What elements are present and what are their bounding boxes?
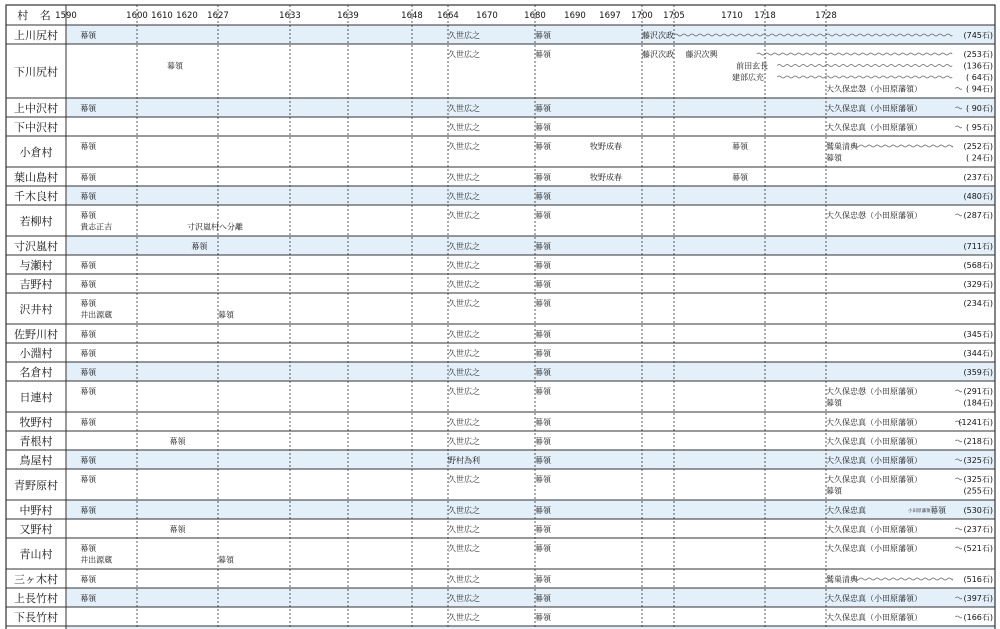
ruler-entry: 大久保忠愨（小田原藩領） bbox=[826, 387, 922, 396]
ruler-entry: 大久保忠真（小田原藩領） bbox=[826, 613, 922, 622]
village-name: 青山村 bbox=[19, 548, 53, 561]
year-tick-label: 1639 bbox=[337, 11, 359, 21]
village-name: 名倉村 bbox=[19, 366, 53, 379]
ruler-entry: 幕領 bbox=[535, 575, 551, 584]
year-tick-label: 1620 bbox=[176, 11, 198, 21]
ruler-entry: 藤沢次興 bbox=[685, 50, 718, 59]
ruler-entry: 久世広之 bbox=[448, 242, 480, 251]
kokudaka-value: (521石) bbox=[963, 544, 993, 553]
ruler-entry: 幕領 bbox=[80, 594, 97, 603]
village-name: 沢井村 bbox=[19, 303, 53, 316]
year-tick-label: 1590 bbox=[55, 11, 77, 21]
ruler-entry: 久世広之 bbox=[448, 192, 480, 201]
kokudaka-value: (287石) bbox=[963, 211, 993, 220]
continuation-wave bbox=[955, 440, 961, 442]
ruler-entry: 牧野成春 bbox=[590, 173, 622, 182]
ruler-entry: 幕領 bbox=[80, 544, 97, 553]
village-name: 千木良村 bbox=[14, 190, 58, 203]
year-tick-label: 1664 bbox=[437, 11, 459, 21]
ruler-entry: 幕領 bbox=[535, 31, 551, 40]
ruler-entry: 久世広之 bbox=[448, 330, 480, 339]
kokudaka-value: (136石) bbox=[963, 61, 993, 71]
ruler-entry: 幕領 bbox=[535, 142, 551, 151]
continuation-wave bbox=[955, 88, 961, 90]
ruler-entry: 幕領 bbox=[535, 544, 551, 553]
ruler-entry: 幕領 bbox=[80, 31, 97, 40]
ruler-entry: 幕領 bbox=[535, 594, 551, 603]
village-name: 鳥屋村 bbox=[19, 454, 53, 467]
ruler-entry: 幕領 bbox=[535, 456, 551, 465]
ruler-entry: 幕領 bbox=[826, 153, 842, 163]
ruler-entry: 幕領 bbox=[80, 104, 97, 113]
ruler-entry: 幕領 bbox=[80, 173, 97, 182]
ruler-entry: 久世広之 bbox=[448, 31, 480, 40]
continuation-wave bbox=[851, 578, 952, 580]
ruler-entry: 久世広之 bbox=[448, 613, 480, 622]
ruler-entry: 建部広充 bbox=[732, 73, 764, 82]
kokudaka-value: (711石) bbox=[963, 242, 993, 251]
kokudaka-value: (397石) bbox=[963, 594, 993, 603]
ruler-entry: 藤沢次政 bbox=[642, 31, 674, 40]
continuation-wave bbox=[955, 126, 961, 128]
ruler-entry: 幕領 bbox=[535, 299, 551, 308]
ruler-entry: 幕領 bbox=[535, 387, 551, 396]
kokudaka-value: (480石) bbox=[963, 192, 993, 201]
ruler-entry: 久世広之 bbox=[448, 123, 480, 132]
ruler-entry: 幕領 bbox=[80, 575, 97, 584]
ruler-entry: 幕領 bbox=[80, 368, 97, 377]
year-tick-label: 1648 bbox=[401, 11, 423, 21]
kokudaka-value: (291石) bbox=[963, 387, 993, 396]
ruler-entry: 大久保忠真（小田原藩領） bbox=[826, 418, 922, 427]
year-tick-label: 1705 bbox=[663, 11, 685, 21]
kokudaka-value: ( 90石) bbox=[966, 104, 993, 113]
year-tick-label: 1710 bbox=[721, 11, 743, 21]
kokudaka-value: (184石) bbox=[963, 398, 993, 408]
ruler-entry: 鷲巣清典 bbox=[826, 575, 858, 584]
ruler-entry: 久世広之 bbox=[448, 280, 480, 289]
village-name: 若柳村 bbox=[19, 215, 53, 228]
ruler-entry: 久世広之 bbox=[448, 506, 480, 515]
ruler-entry: 幕領 bbox=[535, 123, 551, 132]
kokudaka-value: (568石) bbox=[963, 261, 993, 270]
ruler-entry: 幕領 bbox=[535, 330, 551, 339]
ruler-entry: 井出源蔵 bbox=[80, 555, 113, 565]
ruler-entry: 幕領 bbox=[169, 437, 186, 446]
ruler-entry: 幕領 bbox=[80, 506, 97, 515]
ruler-entry: 久世広之 bbox=[448, 575, 480, 584]
ruler-entry: 久世広之 bbox=[448, 142, 480, 151]
year-tick-label: 1633 bbox=[279, 11, 301, 21]
village-name: 青根村 bbox=[19, 435, 53, 448]
ruler-entry: 大久保忠真（小田原藩領） bbox=[826, 544, 922, 553]
ruler-entry: 大久保忠真（小田原藩領） bbox=[826, 456, 922, 465]
village-name: 寸沢嵐村 bbox=[14, 240, 58, 253]
ruler-entry: 幕領 bbox=[535, 211, 551, 220]
ruler-entry: 久世広之 bbox=[448, 173, 480, 182]
ruler-entry: 久世広之 bbox=[448, 387, 480, 396]
kokudaka-value: ( 95石) bbox=[966, 123, 993, 132]
ruler-entry: 井出源蔵 bbox=[80, 310, 113, 320]
village-name: 吉野村 bbox=[19, 278, 53, 291]
kokudaka-value: (218石) bbox=[963, 437, 993, 446]
year-tick-label: 1728 bbox=[815, 11, 837, 21]
ruler-entry: 幕領 bbox=[535, 104, 551, 113]
village-column-header: 村 名 bbox=[17, 9, 55, 22]
ruler-entry: 幕領 bbox=[535, 261, 551, 270]
year-tick-label: 1700 bbox=[631, 11, 653, 21]
ruler-entry: 幕領 bbox=[732, 173, 748, 182]
ruler-entry: 幕領 bbox=[535, 613, 551, 622]
ruler-entry: 久世広之 bbox=[448, 211, 480, 220]
kokudaka-value: (234石) bbox=[963, 299, 993, 308]
ruler-entry: 幕領 bbox=[535, 192, 551, 201]
continuation-wave bbox=[955, 547, 961, 549]
ruler-entry: 牧野成春 bbox=[590, 142, 622, 151]
village-name: 上長竹村 bbox=[14, 592, 58, 605]
ruler-entry: 幕領 bbox=[80, 261, 97, 270]
ruler-entry: 幕領 bbox=[169, 525, 186, 534]
ruler-entry: 幕領 bbox=[80, 475, 97, 484]
kokudaka-value: (166石) bbox=[963, 613, 993, 622]
year-tick-label: 1670 bbox=[476, 11, 498, 21]
ruler-entry: 藤沢次政 bbox=[642, 50, 674, 59]
village-name: 小倉村 bbox=[19, 146, 53, 159]
village-name: 下川尻村 bbox=[14, 65, 58, 79]
ruler-entry: 幕領 bbox=[80, 142, 97, 151]
village-name: 牧野村 bbox=[19, 416, 53, 429]
ruler-entry: 幕領 bbox=[80, 280, 97, 289]
kokudaka-value: ( 94石) bbox=[966, 84, 993, 94]
ruler-entry: 幕領 bbox=[218, 310, 234, 320]
row-fill bbox=[66, 362, 995, 381]
village-name: 日連村 bbox=[19, 391, 53, 404]
ruler-entry: 久世広之 bbox=[448, 594, 480, 603]
ruler-entry: 幕領 bbox=[535, 280, 551, 289]
village-name: 又野村 bbox=[19, 523, 53, 536]
ruler-entry: 久世広之 bbox=[448, 104, 480, 113]
year-tick-label: 1718 bbox=[754, 11, 776, 21]
village-name: 上中沢村 bbox=[14, 102, 58, 115]
ruler-entry: 幕領 bbox=[218, 555, 234, 565]
ruler-entry: 久世広之 bbox=[448, 475, 480, 484]
ruler-entry: 貴志正吉 bbox=[80, 222, 113, 232]
ruler-entry: 幕領 bbox=[535, 525, 551, 534]
ruler-entry: 幕領 bbox=[80, 456, 97, 465]
ruler-entry: 幕領 bbox=[191, 242, 208, 251]
kokudaka-value: (253石) bbox=[963, 50, 993, 59]
kokudaka-value: (530石) bbox=[963, 506, 993, 515]
ruler-entry: 大久保忠真（小田原藩領） bbox=[826, 437, 922, 446]
kokudaka-value: ( 24石) bbox=[966, 153, 993, 163]
ruler-entry: 寸沢嵐村へ分離 bbox=[187, 222, 243, 232]
row-fill bbox=[66, 25, 995, 44]
village-name: 下中沢村 bbox=[14, 121, 58, 134]
continuation-wave bbox=[955, 478, 961, 480]
ruler-entry: 久世広之 bbox=[448, 437, 480, 446]
ruler-entry: 大久保忠愨（小田原藩領） bbox=[826, 84, 922, 94]
ruler-entry: 大久保忠真（小田原藩領） bbox=[826, 525, 922, 534]
ruler-entry: 大久保忠真（小田原藩領） bbox=[826, 475, 922, 484]
village-name: 佐野川村 bbox=[14, 328, 58, 341]
ruler-entry: 幕領 bbox=[826, 486, 842, 496]
village-name: 中野村 bbox=[19, 504, 53, 517]
village-name: 小淵村 bbox=[19, 347, 53, 360]
kokudaka-value: (252石) bbox=[963, 142, 993, 151]
year-tick-label: 1627 bbox=[207, 11, 229, 21]
ruler-entry: 久世広之 bbox=[448, 349, 480, 358]
village-name: 上川尻村 bbox=[14, 29, 58, 42]
village-name: 三ヶ木村 bbox=[14, 573, 58, 586]
ruler-entry: 幕領 bbox=[535, 173, 551, 182]
ruler-entry: 大久保忠愨（小田原藩領） bbox=[826, 211, 922, 220]
continuation-wave bbox=[955, 528, 961, 530]
kokudaka-value: (516石) bbox=[963, 575, 993, 584]
ruler-entry: 鷲巣清典 bbox=[826, 142, 858, 151]
ruler-entry: 久世広之 bbox=[448, 50, 480, 59]
ruler-entry: 幕領 bbox=[80, 418, 97, 427]
ruler-entry: 幕領 bbox=[826, 398, 842, 408]
ruler-entry: 幕領 bbox=[930, 506, 947, 515]
ruler-entry: 幕領 bbox=[535, 50, 551, 59]
ruler-entry: 久世広之 bbox=[448, 418, 480, 427]
kokudaka-value: (237石) bbox=[963, 525, 993, 534]
ruler-entry: 久世広之 bbox=[448, 525, 480, 534]
continuation-wave bbox=[955, 214, 961, 216]
kokudaka-value: (325石) bbox=[963, 475, 993, 484]
village-name: 青野原村 bbox=[14, 479, 58, 492]
ruler-entry: 幕領 bbox=[80, 330, 97, 339]
kokudaka-value: (1241石) bbox=[958, 418, 993, 427]
ruler-entry: 久世広之 bbox=[448, 368, 480, 377]
ruler-entry: 幕領 bbox=[80, 299, 97, 308]
ruler-entry: 幕領 bbox=[535, 368, 551, 377]
kokudaka-value: (345石) bbox=[963, 330, 993, 339]
ruler-entry: 大久保忠真（小田原藩領） bbox=[826, 104, 922, 113]
ruler-entry: 幕領 bbox=[535, 475, 551, 484]
kokudaka-value: (237石) bbox=[963, 173, 993, 182]
ruler-entry: 大久保忠真（小田原藩領） bbox=[826, 594, 922, 603]
kokudaka-value: (745石) bbox=[963, 31, 993, 40]
row-fill bbox=[66, 186, 995, 205]
kokudaka-value: (359石) bbox=[963, 368, 993, 377]
ruler-entry: 幕領 bbox=[535, 242, 551, 251]
continuation-wave bbox=[777, 76, 952, 78]
ruler-entry: 幕領 bbox=[167, 61, 183, 71]
kokudaka-value: (344石) bbox=[963, 349, 993, 358]
kokudaka-value: (329石) bbox=[963, 280, 993, 289]
ruler-entry: 幕領 bbox=[80, 349, 97, 358]
ruler-entry: 幕領 bbox=[80, 211, 97, 220]
village-name: 与瀬村 bbox=[19, 259, 53, 272]
kokudaka-value: ( 64石) bbox=[966, 73, 993, 82]
continuation-wave bbox=[955, 616, 961, 618]
ruler-entry: 幕領 bbox=[535, 349, 551, 358]
village-name: 下長竹村 bbox=[14, 611, 58, 624]
ruler-entry: 大久保忠真 bbox=[826, 506, 866, 515]
year-tick-label: 1690 bbox=[564, 11, 586, 21]
continuation-wave bbox=[955, 390, 961, 392]
village-name: 葉山島村 bbox=[14, 171, 58, 184]
year-tick-label: 1600 bbox=[126, 11, 148, 21]
year-tick-label: 1697 bbox=[599, 11, 621, 21]
ruler-entry: 小田原藩領 bbox=[908, 509, 931, 514]
ruler-entry: 久世広之 bbox=[448, 261, 480, 270]
continuation-wave bbox=[777, 65, 952, 67]
year-tick-label: 1610 bbox=[151, 11, 173, 21]
ruler-entry: 幕領 bbox=[535, 418, 551, 427]
ruler-entry: 幕領 bbox=[80, 387, 97, 396]
ruler-entry: 大久保忠真（小田原藩領） bbox=[826, 123, 922, 132]
year-tick-label: 1680 bbox=[524, 11, 546, 21]
ruler-entry: 幕領 bbox=[80, 192, 97, 201]
ruler-entry: 幕領 bbox=[535, 437, 551, 446]
ruler-entry: 久世広之 bbox=[448, 544, 480, 553]
kokudaka-value: (325石) bbox=[963, 456, 993, 465]
ruler-entry: 前田玄長 bbox=[736, 61, 769, 71]
ruler-entry: 幕領 bbox=[535, 506, 551, 515]
continuation-wave bbox=[851, 145, 952, 147]
ruler-entry: 久世広之 bbox=[448, 299, 480, 308]
continuation-wave bbox=[757, 53, 952, 55]
ruler-entry: 野村為利 bbox=[448, 456, 480, 465]
ruler-entry: 幕領 bbox=[732, 142, 748, 151]
kokudaka-value: (255石) bbox=[963, 486, 993, 496]
